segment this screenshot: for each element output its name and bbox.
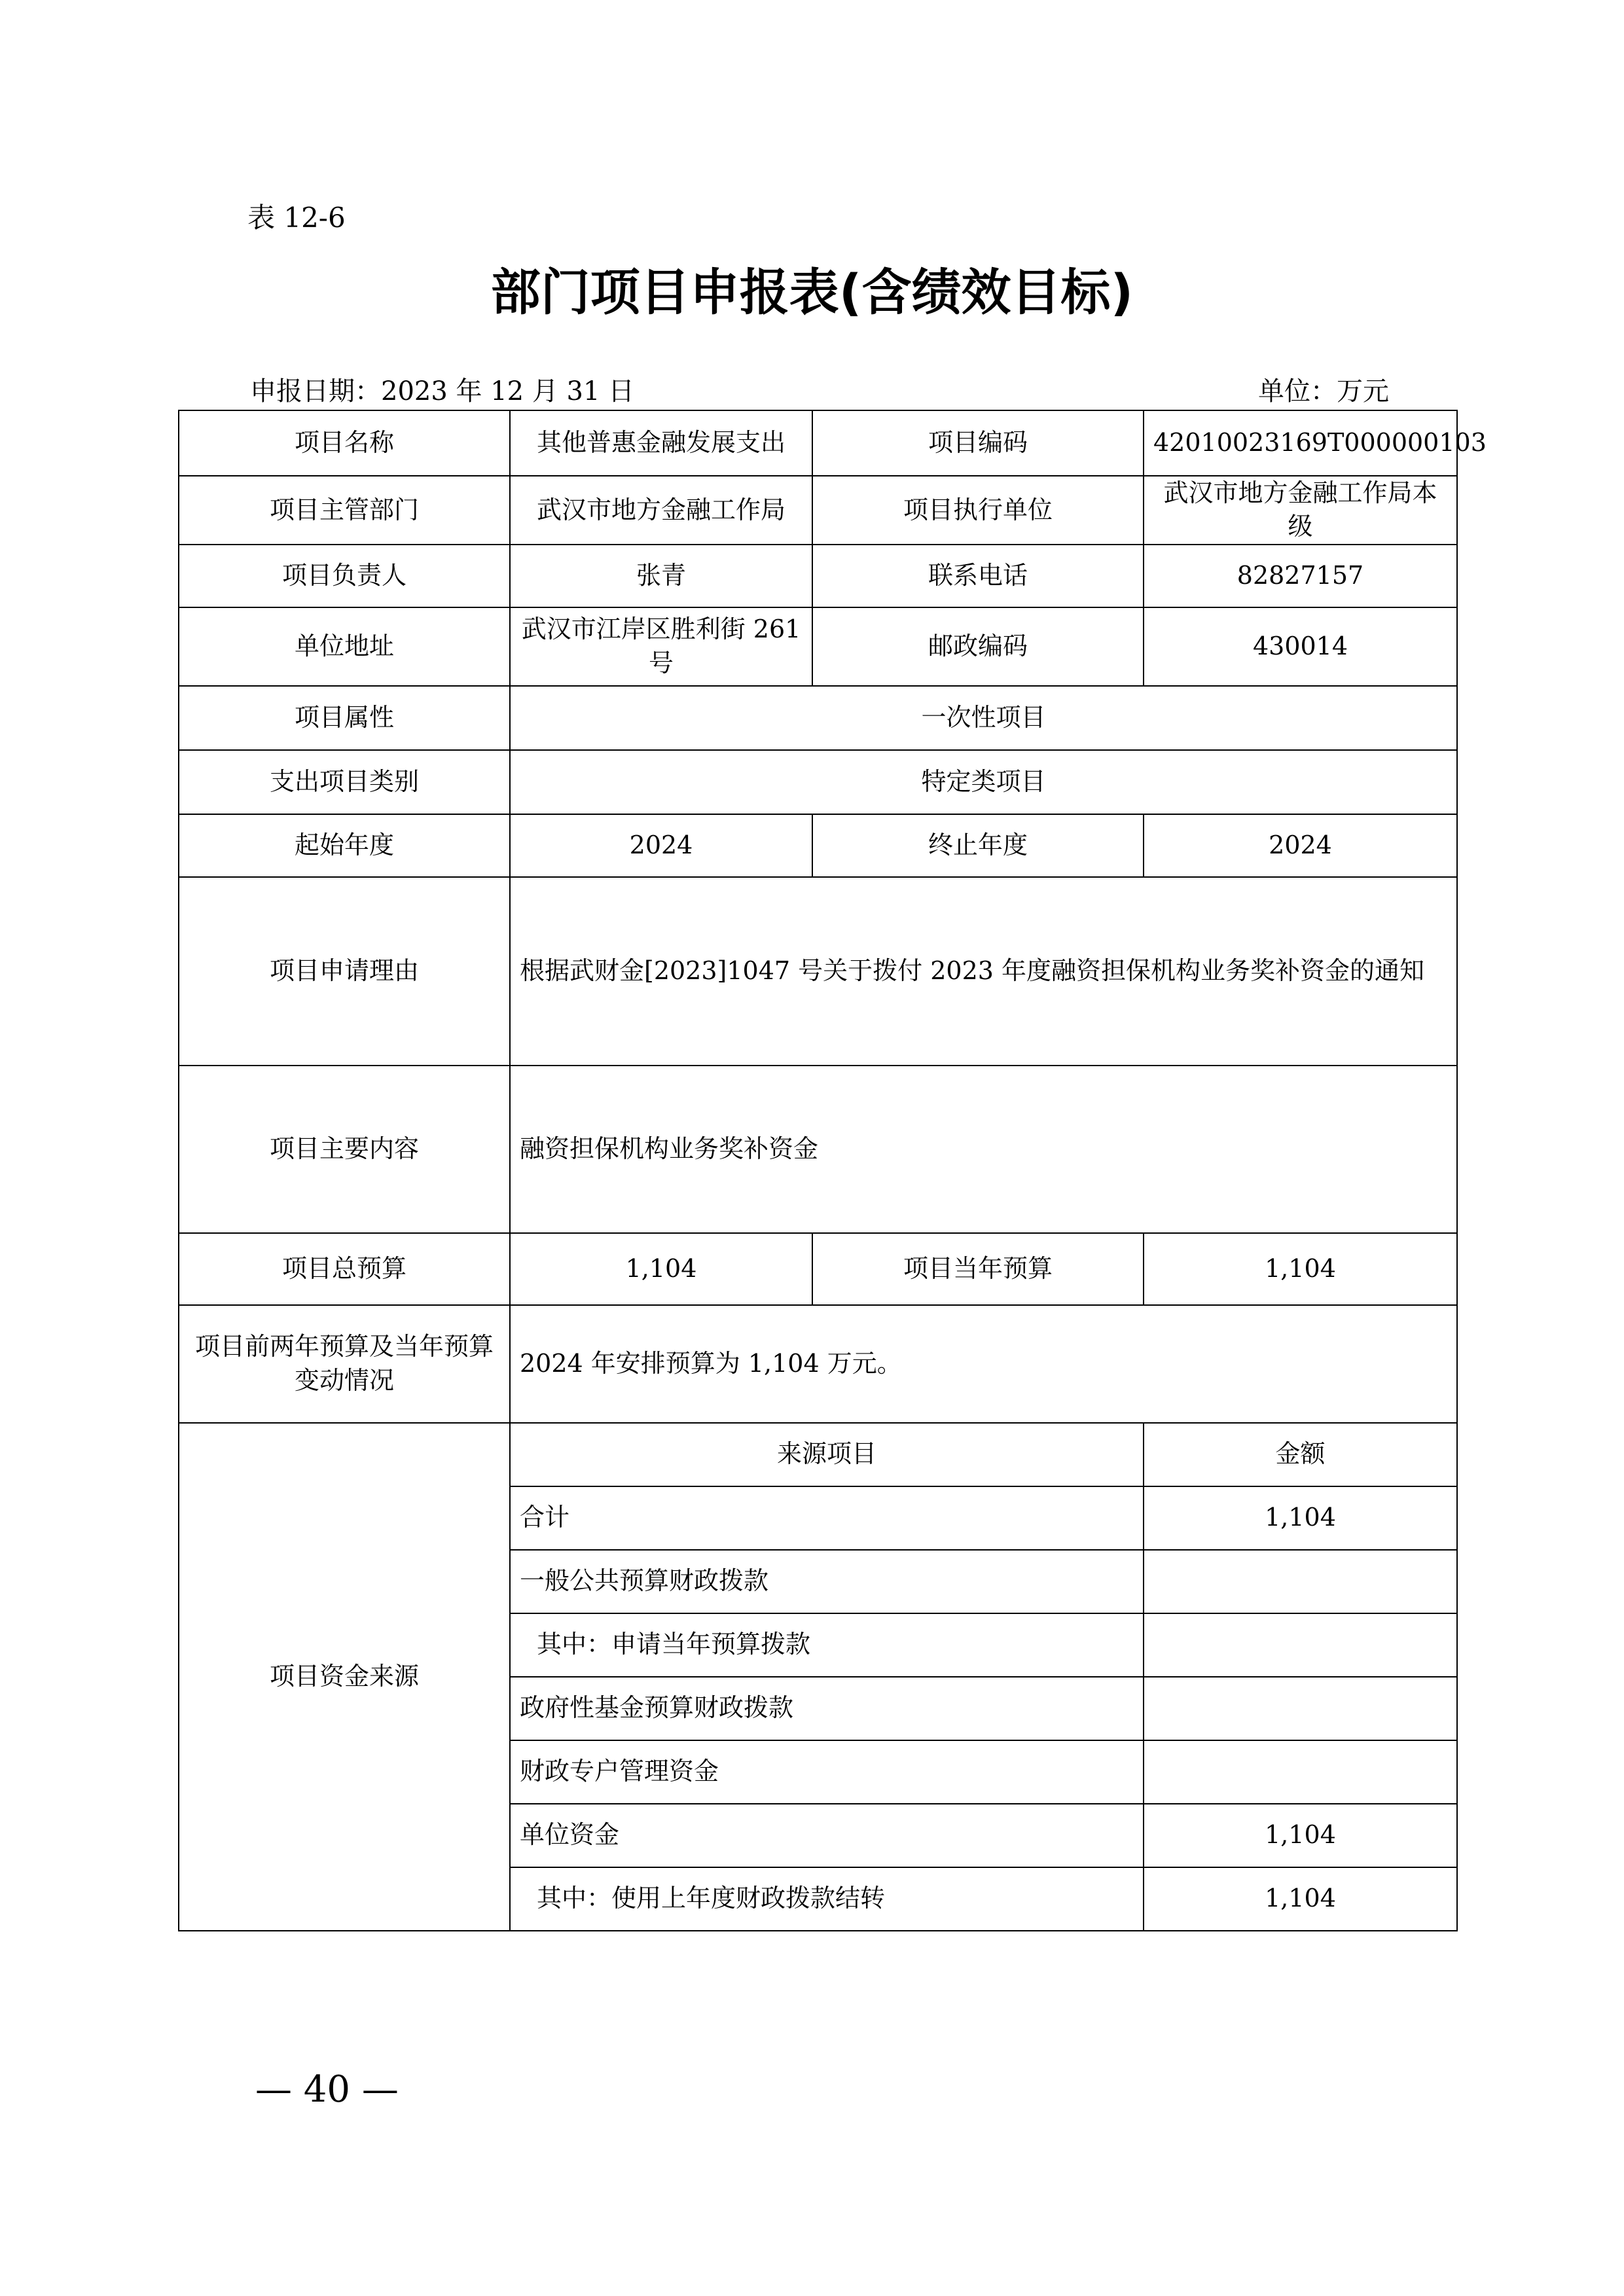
year-budget-label: 项目当年预算 [812, 1233, 1144, 1305]
funding-item-amount [1144, 1740, 1457, 1804]
address-label: 单位地址 [179, 607, 510, 686]
funding-item-name: 一般公共预算财政拨款 [510, 1550, 1144, 1613]
table-row [179, 814, 1457, 877]
exec-unit-label: 项目执行单位 [812, 476, 1144, 545]
funding-label: 项目资金来源 [179, 1423, 510, 1931]
funding-item-name: 单位资金 [510, 1804, 1144, 1867]
start-year-label: 起始年度 [179, 814, 510, 877]
project-code-label: 项目编码 [812, 410, 1144, 476]
address-value: 武汉市江岸区胜利街 261 号 [510, 607, 812, 686]
project-name-value: 其他普惠金融发展支出 [510, 410, 812, 476]
dept-label: 项目主管部门 [179, 476, 510, 545]
funding-item-name: 合计 [510, 1486, 1144, 1550]
reason-value: 根据武财金[2023]1047 号关于拨付 2023 年度融资担保机构业务奖补资金的通知 [510, 877, 1457, 1066]
change-value: 2024 年安排预算为 1,104 万元。 [510, 1305, 1457, 1423]
total-budget-value: 1,104 [510, 1233, 812, 1305]
funding-item-name: 政府性基金预算财政拨款 [510, 1677, 1144, 1740]
start-year-value: 2024 [510, 814, 812, 877]
funding-item-amount [1144, 1550, 1457, 1613]
report-date: 申报日期：2023 年 12 月 31 日 [250, 376, 635, 406]
reason-label: 项目申请理由 [179, 877, 510, 1066]
total-budget-label: 项目总预算 [179, 1233, 510, 1305]
leader-value: 张青 [510, 545, 812, 607]
year-budget-value: 1,104 [1144, 1233, 1457, 1305]
funding-item-name: 其中：使用上年度财政拨款结转 [510, 1867, 1144, 1931]
phone-label: 联系电话 [812, 545, 1144, 607]
phone-value: 82827157 [1144, 545, 1457, 607]
document-title: 部门项目申报表(含绩效目标) [490, 263, 1134, 321]
funding-item-amount: 1,104 [1144, 1867, 1457, 1931]
category-value: 特定类项目 [510, 750, 1457, 814]
postcode-value: 430014 [1144, 607, 1457, 686]
funding-item-amount: 1,104 [1144, 1804, 1457, 1867]
end-year-value: 2024 [1144, 814, 1457, 877]
table-row [179, 686, 1457, 750]
unit-label: 单位：万元 [1258, 376, 1389, 406]
funding-item-name: 其中：申请当年预算拨款 [510, 1613, 1144, 1677]
table-row [179, 750, 1457, 814]
content-value: 融资担保机构业务奖补资金 [510, 1066, 1457, 1233]
table-row [179, 545, 1457, 607]
funding-item-amount [1144, 1677, 1457, 1740]
table-row [179, 1233, 1457, 1305]
category-label: 支出项目类别 [179, 750, 510, 814]
table-row [179, 1423, 1457, 1486]
content-label: 项目主要内容 [179, 1066, 510, 1233]
table-row [179, 1305, 1457, 1423]
exec-unit-value: 武汉市地方金融工作局本级 [1144, 476, 1457, 545]
dept-value: 武汉市地方金融工作局 [510, 476, 812, 545]
funding-amount-header: 金额 [1144, 1423, 1457, 1486]
funding-item-name: 财政专户管理资金 [510, 1740, 1144, 1804]
funding-item-amount [1144, 1613, 1457, 1677]
table-row [179, 877, 1457, 1066]
table-row [179, 607, 1457, 686]
project-table [178, 410, 1487, 1931]
table-row [179, 410, 1457, 476]
postcode-label: 邮政编码 [812, 607, 1144, 686]
leader-label: 项目负责人 [179, 545, 510, 607]
attr-label: 项目属性 [179, 686, 510, 750]
funding-source-header: 来源项目 [510, 1423, 1144, 1486]
change-label: 项目前两年预算及当年预算变动情况 [179, 1305, 510, 1423]
project-code-value: 42010023169T000000103 [1144, 410, 1457, 476]
table-number: 表 12-6 [247, 202, 346, 234]
table-row [179, 476, 1457, 545]
project-name-label: 项目名称 [179, 410, 510, 476]
table-row [179, 1066, 1457, 1233]
page-number: — 40 — [255, 2068, 399, 2111]
end-year-label: 终止年度 [812, 814, 1144, 877]
funding-item-amount: 1,104 [1144, 1486, 1457, 1550]
attr-value: 一次性项目 [510, 686, 1457, 750]
